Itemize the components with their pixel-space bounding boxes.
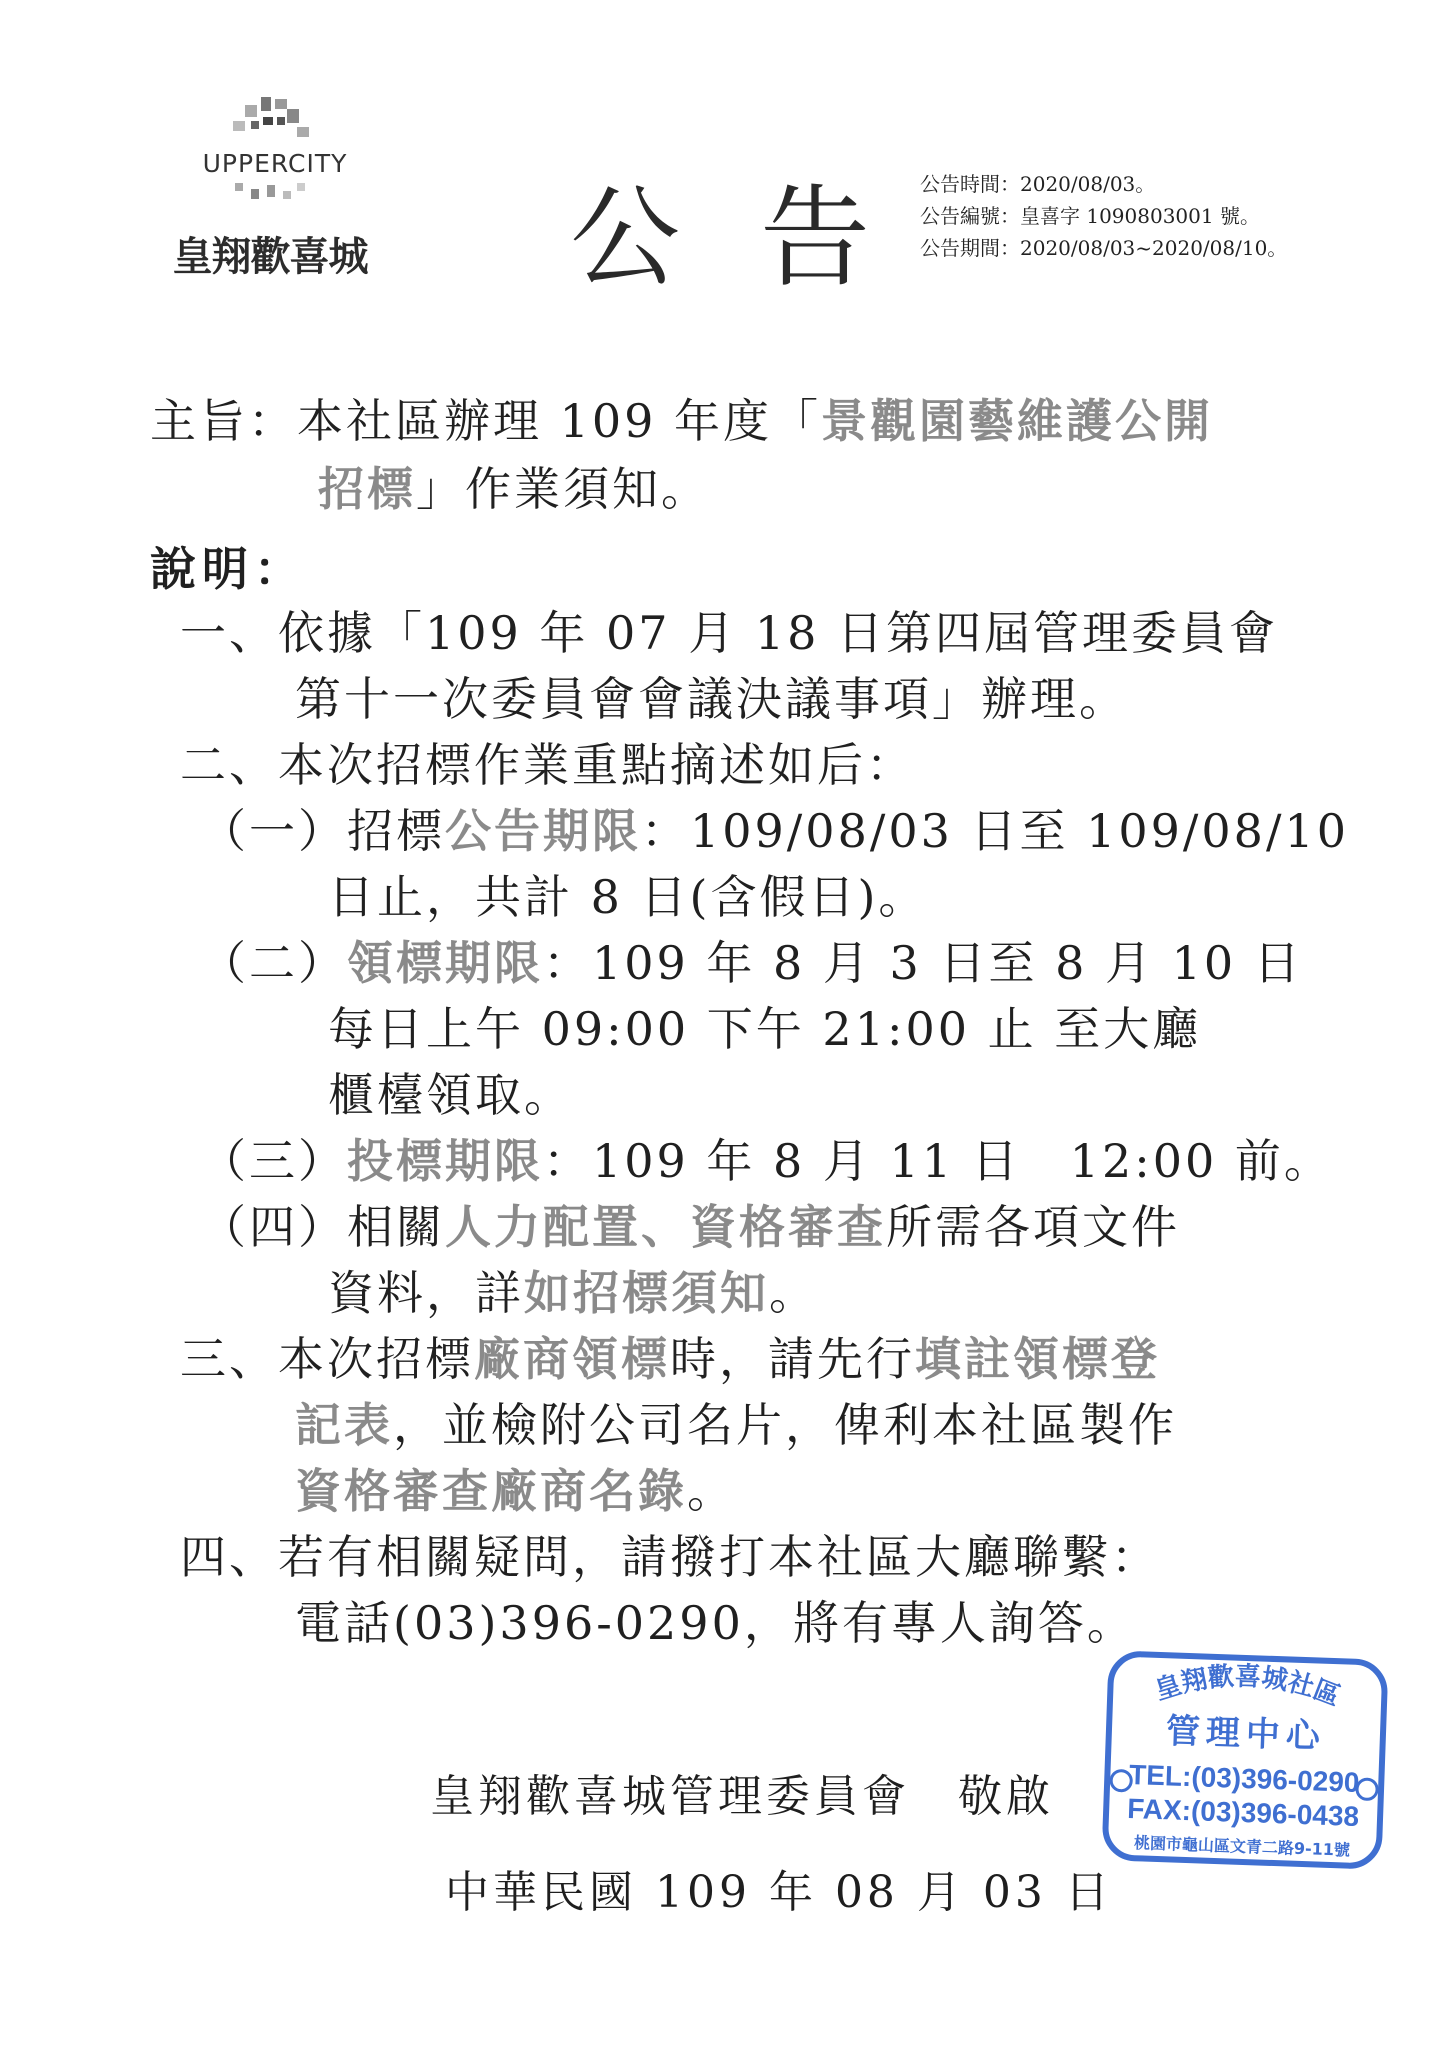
logo-dots-icon	[225, 181, 315, 209]
sub-3-line-1: （三）投標期限：109 年 8 月 11 日 12:00 前。	[200, 1134, 1333, 1188]
flower-icon	[1357, 1779, 1378, 1800]
item-4-line-2: 電話(03)396-0290，將有專人詢答。	[295, 1596, 1136, 1650]
item-2-line-1: 二、本次招標作業重點摘述如后：	[180, 738, 915, 792]
stamp-fax: FAX:(03)396-0438	[1126, 1792, 1360, 1833]
sub-2-line-1: （二）領標期限：109 年 8 月 3 日至 8 月 10 日	[200, 936, 1303, 990]
item-1-line-1: 一、依據「109 年 07 月 18 日第四屆管理委員會	[180, 606, 1278, 660]
item-1-line-2: 第十一次委員會會議決議事項」辦理。	[295, 672, 1128, 726]
official-stamp	[1096, 1645, 1394, 1875]
announcement-period: 公告期間：2020/08/03~2020/08/10。	[920, 236, 1288, 260]
logo-name: 皇翔歡喜城	[172, 234, 368, 280]
stamp-line-2: 管理中心	[1165, 1711, 1327, 1757]
stamp-line-1: 皇翔歡喜城社區	[1151, 1661, 1345, 1713]
subject-label: 主旨：	[150, 394, 297, 448]
stamp-tel: TEL:(03)396-0290	[1128, 1758, 1360, 1798]
announcement-time: 公告時間：2020/08/03。	[920, 172, 1156, 196]
sub-2-line-2: 每日上午 09:00 下午 21:00 止 至大廳	[328, 1002, 1202, 1056]
item-3-line-2: 記表，並檢附公司名片，俾利本社區製作	[295, 1398, 1177, 1452]
sub-4-line-2: 資料，詳如招標須知。	[328, 1266, 818, 1320]
company-logo	[165, 95, 375, 290]
subject-line-1: 主旨：本社區辦理 109 年度「景觀園藝維護公開	[150, 394, 1214, 448]
subject-line-2: 招標」作業須知。	[318, 462, 710, 516]
sub-1-line-2: 日止，共計 8 日(含假日)。	[328, 870, 928, 924]
description-label: 說明：	[150, 542, 306, 596]
announcement-meta	[920, 168, 1287, 264]
logo-wordmark: UPPERCITY	[202, 149, 348, 178]
issue-date: 中華民國 109 年 08 月 03 日	[445, 1867, 1113, 1918]
item-3-line-1: 三、本次招標廠商領標時，請先行填註領標登	[180, 1332, 1160, 1386]
subject-highlight: 景觀園藝維護公開	[821, 394, 1214, 448]
sub-1-line-1: （一）招標公告期限：109/08/03 日至 109/08/10	[200, 804, 1349, 858]
item-4-line-1: 四、若有相關疑問，請撥打本社區大廳聯繫：	[180, 1530, 1160, 1584]
item-3-line-3: 資格審查廠商名錄。	[295, 1464, 736, 1518]
stamp-address: 桃園市龜山區文青二路9-11號	[1133, 1833, 1351, 1860]
page-title: 公告	[570, 174, 950, 302]
announcement-number: 公告編號：皇喜字 1090803001 號。	[920, 204, 1260, 228]
signature: 皇翔歡喜城管理委員會 敬啟	[430, 1771, 1054, 1822]
sub-4-line-1: （四）相關人力配置、資格審查所需各項文件	[200, 1200, 1180, 1254]
sub-2-line-3: 櫃檯領取。	[328, 1068, 573, 1122]
